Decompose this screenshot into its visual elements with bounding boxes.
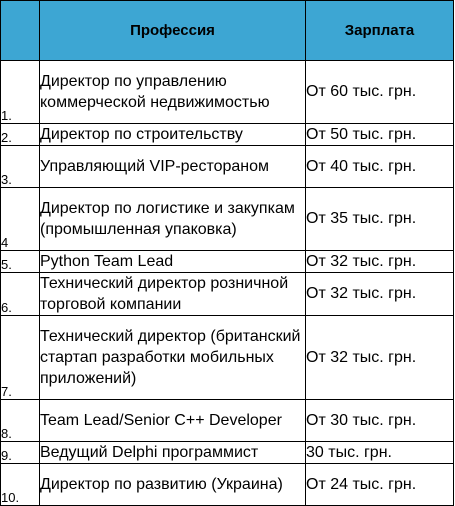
row-salary: От 32 тыс. грн. xyxy=(306,273,454,316)
row-profession: Технический директор розничной торговой компании xyxy=(40,273,306,316)
table-row xyxy=(1,400,454,442)
row-profession: Управляющий VIP-рестораном xyxy=(40,146,306,188)
row-profession: Технический директор (британский стартап разработки мобильных приложений) xyxy=(40,316,306,400)
row-number: 1. xyxy=(1,61,40,124)
row-salary: От 24 тыс. грн. xyxy=(306,464,454,506)
row-number: 9. xyxy=(1,442,40,464)
row-profession: Python Team Lead xyxy=(40,251,306,273)
row-number: 10. xyxy=(1,464,40,506)
header-salary: Зарплата xyxy=(306,1,454,61)
table-row xyxy=(1,273,454,316)
table-row xyxy=(1,251,454,273)
row-number: 7. xyxy=(1,316,40,400)
row-number: 2. xyxy=(1,124,40,146)
row-salary: От 60 тыс. грн. xyxy=(306,61,454,124)
header-profession: Профессия xyxy=(40,1,306,61)
table-row xyxy=(1,124,454,146)
header-row xyxy=(1,1,454,61)
table-row xyxy=(1,316,454,400)
table-row xyxy=(1,188,454,251)
table-row xyxy=(1,146,454,188)
table-row xyxy=(1,442,454,464)
table-body xyxy=(1,61,454,506)
row-salary: От 35 тыс. грн. xyxy=(306,188,454,251)
row-profession: Директор по строительству xyxy=(40,124,306,146)
row-number: 8. xyxy=(1,400,40,442)
row-salary: От 40 тыс. грн. xyxy=(306,146,454,188)
table-row xyxy=(1,61,454,124)
row-salary: От 30 тыс. грн. xyxy=(306,400,454,442)
row-profession: Ведущий Delphi программист xyxy=(40,442,306,464)
row-profession: Директор по развитию (Украина) xyxy=(40,464,306,506)
row-number: 3. xyxy=(1,146,40,188)
row-profession: Директор по логистике и закупкам (промышленная упаковка) xyxy=(40,188,306,251)
row-profession: Директор по управлению коммерческой недвижимостью xyxy=(40,61,306,124)
header-number xyxy=(1,1,40,61)
table-row xyxy=(1,464,454,506)
row-number: 4 xyxy=(1,188,40,251)
table-header xyxy=(1,1,454,61)
row-salary: От 32 тыс. грн. xyxy=(306,316,454,400)
row-profession: Team Lead/Senior C++ Developer xyxy=(40,400,306,442)
row-salary: 30 тыс. грн. xyxy=(306,442,454,464)
row-number: 5. xyxy=(1,251,40,273)
row-salary: От 32 тыс. грн. xyxy=(306,251,454,273)
row-number: 6. xyxy=(1,273,40,316)
row-salary: От 50 тыс. грн. xyxy=(306,124,454,146)
